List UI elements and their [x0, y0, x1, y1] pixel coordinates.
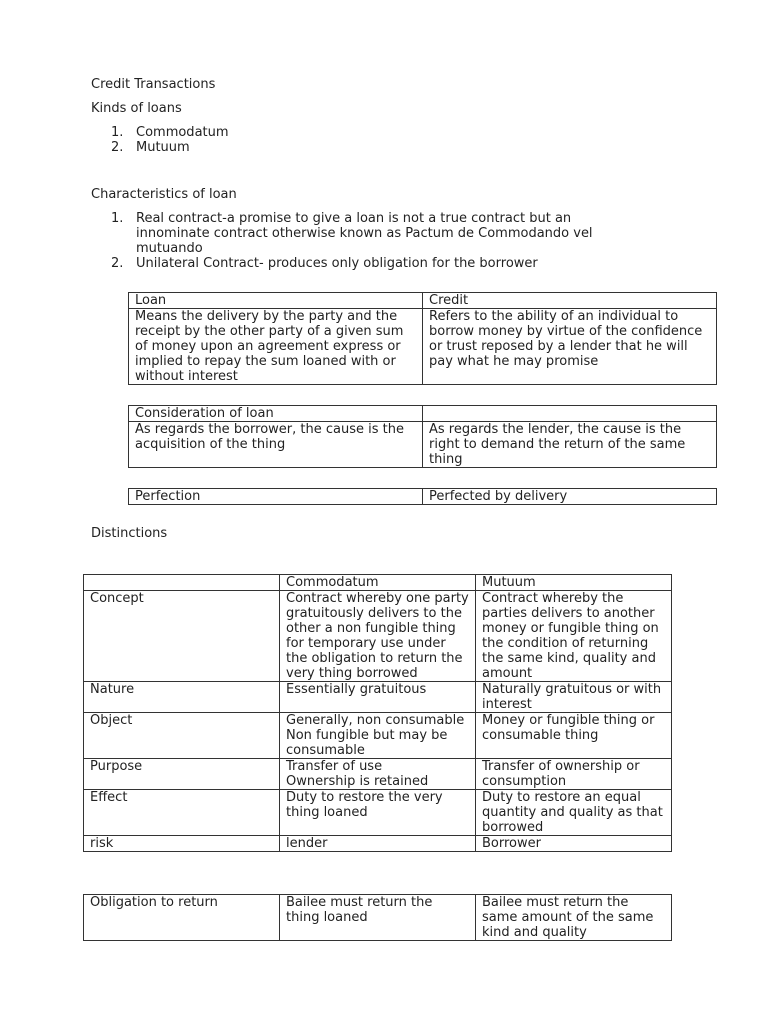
- table-row-label: Purpose: [84, 759, 280, 790]
- table-row-label: Object: [84, 713, 280, 759]
- table-cell: Duty to restore the very thing loaned: [280, 790, 476, 836]
- loan-credit-table: [128, 292, 717, 385]
- table-row: [129, 406, 717, 422]
- list-number: 2.: [111, 140, 124, 155]
- table-cell: Essentially gratuitous: [280, 682, 476, 713]
- kinds-heading: Kinds of loans: [91, 101, 182, 116]
- table-row: [84, 790, 672, 836]
- distinctions-heading: Distinctions: [91, 526, 168, 541]
- list-text: Real contract-a promise to give a loan is not a true contract but an innominate contract otherwise known as Pactum de Commodando vel mutuando: [136, 211, 593, 256]
- table-cell: Perfected by delivery: [423, 489, 717, 505]
- table-header-cell: [84, 575, 280, 591]
- table-row: [84, 713, 672, 759]
- table-row: [84, 836, 672, 852]
- table-row: [129, 489, 717, 505]
- table-cell: Transfer of ownership or consumption: [476, 759, 672, 790]
- table-cell: Naturally gratuitous or with interest: [476, 682, 672, 713]
- table-row-label: Nature: [84, 682, 280, 713]
- list-number: 1.: [111, 211, 124, 226]
- table-row: [129, 293, 717, 309]
- table-cell: Contract whereby one party gratuitously delivers to the other a non fungible thing for temporary use under the obligation to return the very thing borrowed: [280, 591, 476, 682]
- table-row: [129, 309, 717, 385]
- table-row: [84, 591, 672, 682]
- table-row-label: Effect: [84, 790, 280, 836]
- table-row: [129, 422, 717, 468]
- characteristics-heading: Characteristics of loan: [91, 187, 237, 202]
- table-header-cell: [423, 406, 717, 422]
- table-cell: Borrower: [476, 836, 672, 852]
- table-cell: Duty to restore an equal quantity and quality as that borrowed: [476, 790, 672, 836]
- table-row: [84, 895, 672, 941]
- table-row-label: risk: [84, 836, 280, 852]
- cell-line: Ownership is retained: [286, 774, 429, 789]
- list-item: [91, 256, 621, 271]
- table-row: [84, 575, 672, 591]
- cell-line: Transfer of use: [286, 759, 383, 774]
- table-cell: Perfection: [129, 489, 423, 505]
- table-header-cell: Credit: [423, 293, 717, 309]
- list-number: 2.: [111, 256, 124, 271]
- table-header-cell: Consideration of loan: [129, 406, 423, 422]
- table-cell: As regards the lender, the cause is the right to demand the return of the same thing: [423, 422, 717, 468]
- perfection-table: [128, 488, 717, 505]
- table-row: [84, 759, 672, 790]
- table-header-cell: Mutuum: [476, 575, 672, 591]
- table-cell: As regards the borrower, the cause is the acquisition of the thing: [129, 422, 423, 468]
- table-row-label: Obligation to return: [84, 895, 280, 941]
- cell-line: Non fungible but may be consumable: [286, 728, 448, 758]
- distinctions-table: [83, 574, 672, 852]
- cell-line: Generally, non consumable: [286, 713, 465, 728]
- list-item: [91, 125, 611, 140]
- table-row: [84, 682, 672, 713]
- table-cell: Money or fungible thing or consumable thing: [476, 713, 672, 759]
- table-cell: Contract whereby the parties delivers to another money or fungible thing on the condition of returning the same kind, quality and amount: [476, 591, 672, 682]
- characteristics-list: [91, 211, 621, 271]
- table-cell: Means the delivery by the party and the receipt by the other party of a given sum of money upon an agreement express or implied to repay the sum loaned with or without interest: [129, 309, 423, 385]
- table-header-cell: Loan: [129, 293, 423, 309]
- kinds-list: [91, 125, 611, 155]
- table-cell: [280, 759, 476, 790]
- list-item: [91, 211, 621, 256]
- list-text: Mutuum: [136, 140, 190, 155]
- document-title: Credit Transactions: [91, 77, 216, 92]
- table-cell: lender: [280, 836, 476, 852]
- table-header-cell: Commodatum: [280, 575, 476, 591]
- list-number: 1.: [111, 125, 124, 140]
- table-cell: Bailee must return the same amount of the same kind and quality: [476, 895, 672, 941]
- table-cell: Bailee must return the thing loaned: [280, 895, 476, 941]
- consideration-table: [128, 405, 717, 468]
- list-item: [91, 140, 611, 155]
- table-row-label: Concept: [84, 591, 280, 682]
- list-text: Commodatum: [136, 125, 229, 140]
- table-cell: [280, 713, 476, 759]
- list-text: Unilateral Contract- produces only obligation for the borrower: [136, 256, 538, 271]
- table-cell: Refers to the ability of an individual to borrow money by virtue of the confidence or trust reposed by a lender that he will pay what he may promise: [423, 309, 717, 385]
- obligation-table: [83, 894, 672, 941]
